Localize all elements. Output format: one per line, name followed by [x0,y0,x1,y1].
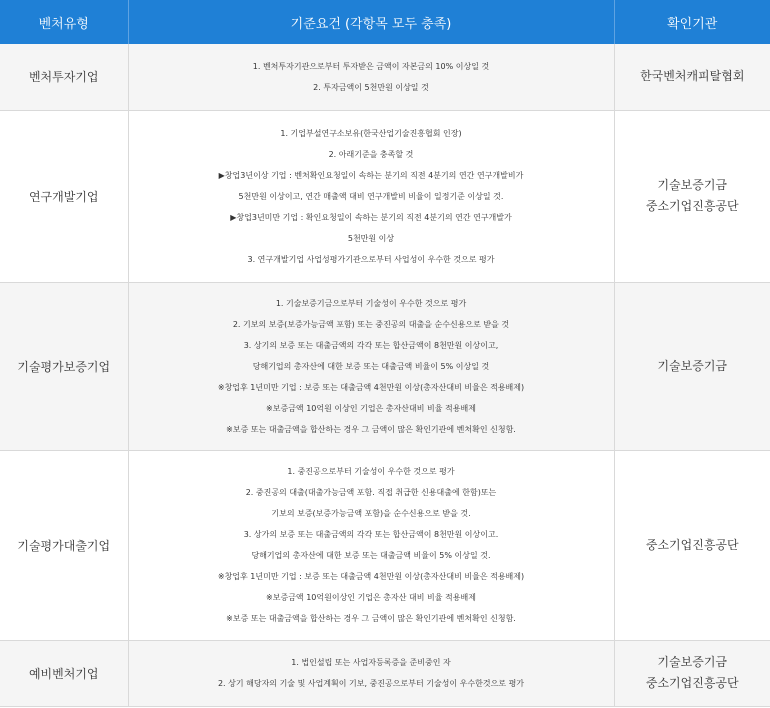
table-row [0,282,770,450]
agency-cell [614,282,770,450]
criteria-line: ※창업후 1년미만 기업 : 보증 또는 대출금액 4천만원 이상(총자산대비 비율은 적용배제) [217,572,525,581]
table-row [0,110,770,282]
criteria-line: ▶창업3년이상 기업 : 벤처확인요청일이 속하는 분기의 직전 4분기의 연간 연구개발비가 [218,170,524,180]
criteria-line: 1. 법인설립 또는 사업자등록증을 준비중인 자 [291,658,451,667]
agency-name: 기술보증기금 [657,178,728,192]
agency-name: 중소기업진흥공단 [645,537,739,552]
agency-name: 중소기업진흥공단 [645,676,739,690]
criteria-line: 2. 중진공의 대출(대출가능금액 포함. 직접 취급한 신용대출에 한함)또는 [245,488,497,497]
criteria-line: ※창업후 1년미만 기업 : 보증 또는 대출금액 4천만원 이상(총자산대비 비율은 적용배제) [217,382,525,392]
criteria-line: 1. 중진공으로부터 기술성이 우수한 것으로 평가 [287,467,455,476]
venture-type-cell: 연구개발기업 [0,110,128,282]
agency-cell [614,110,770,282]
agency-cell [614,44,770,110]
venture-type-cell: 예비벤처기업 [0,640,128,706]
criteria-cell [128,282,614,450]
header-agency: 확인기관 [614,0,770,44]
criteria-line: 당해기업의 총자산에 대한 보증 또는 대출금액 비율이 5% 이상일 것. [251,551,491,560]
criteria-line: 1. 기업부설연구소보유(한국산업기술진흥협회 인장) [280,128,462,138]
criteria-line: 3. 연구개발기업 사업성평가기관으로부터 사업성이 우수한 것으로 평가 [247,254,495,264]
criteria-line: 2. 기보의 보증(보증가능금액 포함) 또는 중진공의 대출을 순수신용으로 받을 것 [232,319,510,329]
criteria-line: ※보증금액 10억원이상인 기업은 총자산 대비 비율 적용배제 [266,593,476,602]
header-venture-type: 벤처유형 [0,0,128,44]
criteria-cell [128,110,614,282]
header-criteria: 기준요건 (각항목 모두 충족) [128,0,614,44]
criteria-line: 2. 아래기준을 충족할 것 [328,149,414,159]
criteria-cell [128,640,614,706]
table-row [0,640,770,706]
criteria-cell [128,450,614,640]
venture-type-cell: 기술평가대출기업 [0,450,128,640]
criteria-line: 1. 벤처투자기관으로부터 투자받은 금액이 자본금의 10% 이상일 것 [252,61,490,71]
criteria-line: ▶창업3년미만 기업 : 확인요청일이 속하는 분기의 직전 4분기의 연간 연구개발가 [230,212,512,222]
agency-cell [614,450,770,640]
criteria-line: 5천만원 이상이고, 연간 매출액 대비 연구개발비 비율이 일정기준 이상일 것. [238,191,504,201]
agency-name: 한국벤처캐피탈협회 [640,69,745,84]
agency-name: 기술보증기금 [657,655,728,669]
criteria-line: 2. 상기 해당자의 기술 및 사업계획이 기보, 중진공으로부터 기술성이 우수한것으로 평가 [217,679,525,688]
criteria-cell [128,44,614,110]
criteria-line: 3. 상가의 보증 또는 대출금액의 각각 또는 합산금액이 8천만원 이상이고. [243,530,499,539]
criteria-line: 3. 상기의 보증 또는 대출금액의 각각 또는 합산금액이 8천만원 이상이고, [243,340,499,350]
agency-name: 기술보증기금 [657,358,728,373]
criteria-line: ※보증금액 10억원 이상인 기업은 총자산대비 비율 적용배제 [266,403,476,413]
criteria-line: 2. 투자금액이 5천만원 이상일 것 [313,82,429,92]
criteria-line: 당해기업의 총자산에 대한 보증 또는 대출금액 비율이 5% 이상일 것 [252,361,490,371]
criteria-line: 1. 기술보증기금으로부터 기술성이 우수한 것으로 평가 [275,298,467,308]
agency-name: 중소기업진흥공단 [645,199,739,213]
criteria-line: 5천만원 이상 [347,233,395,243]
table-row [0,450,770,640]
table-row [0,44,770,110]
agency-cell [614,640,770,706]
criteria-line: ※보증 또는 대출금액을 합산하는 경우 그 금액이 많은 확인기관에 벤처확인 신청함. [226,424,516,434]
header-row [0,0,770,44]
venture-type-cell: 벤처투자기업 [0,44,128,110]
criteria-line: ※보증 또는 대출금액을 합산하는 경우 그 금액이 많은 확인기관에 벤처확인 신청함. [226,614,516,623]
venture-type-cell: 기술평가보증기업 [0,282,128,450]
criteria-line: 기보의 보증(보증가능금액 포함)을 순수신용으로 받을 것. [271,509,471,518]
